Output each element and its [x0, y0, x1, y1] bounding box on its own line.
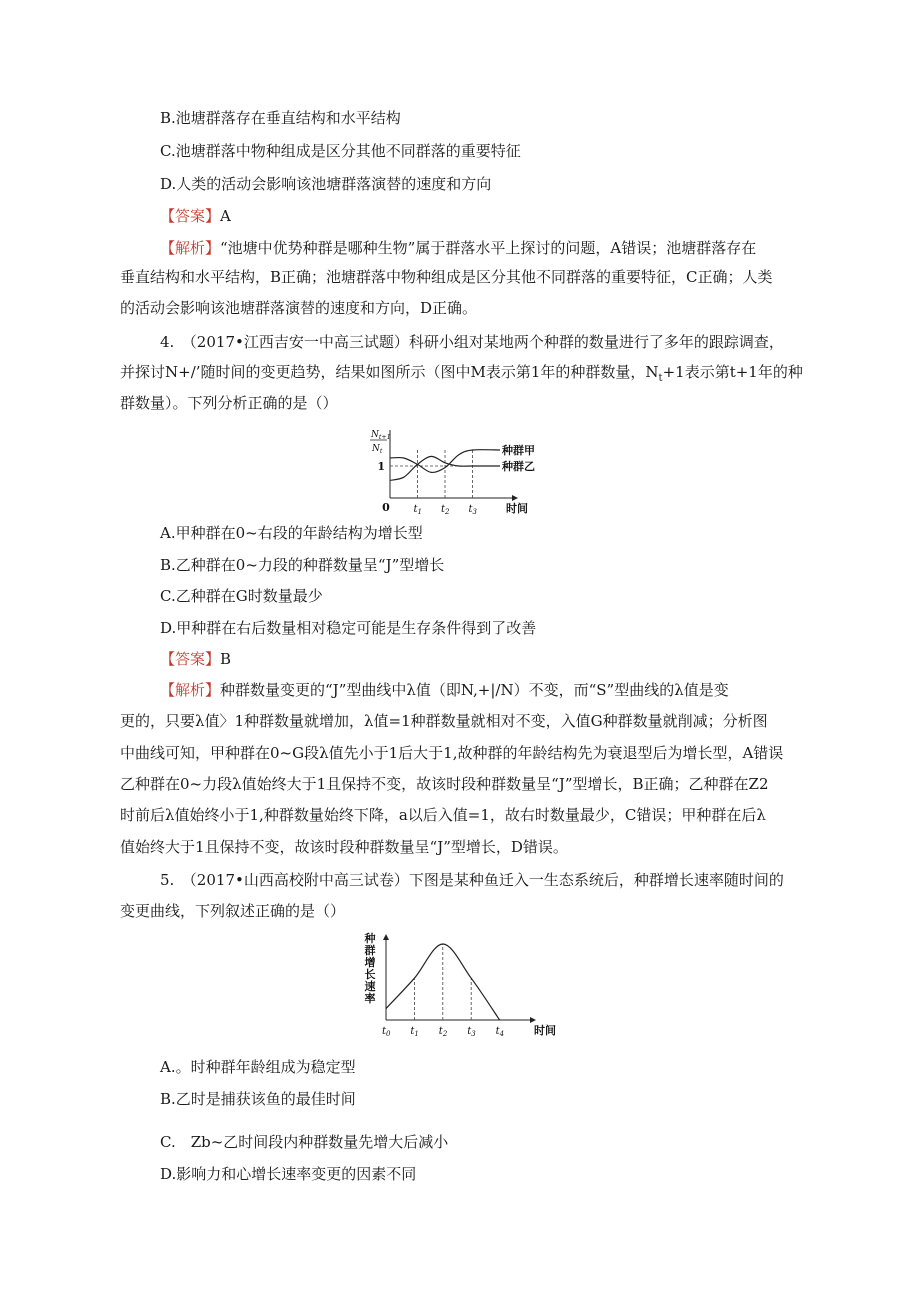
q3-option-d: D.人类的活动会影响该池塘群落演替的速度和方向 — [160, 175, 492, 193]
q5-option-d: D.影响力和心增长速率变更的因素不同 — [160, 1165, 417, 1183]
x-tick-label: $t_2$ — [438, 1026, 448, 1038]
stem-text: 并探讨N+/’随时间的变更趋势，结果如图所示（图中M表示第1年的种群数量，N — [120, 363, 659, 381]
answer-tag: 【答案】 — [160, 207, 221, 225]
analysis-tag: 【解析】 — [160, 681, 221, 699]
x-tick-label: $t_1$ — [410, 1026, 419, 1038]
analysis-text: “池塘中优势种群是哪种生物”属于群落水平上探讨的问题，A错误；池塘群落存在 — [220, 239, 757, 257]
q4-analysis-line-4: 乙种群在0~力段λ值始终大于1且保持不变，故该时段种群数量呈“J”型增长，B正确；乙种群在Z2 — [120, 775, 769, 793]
x-tick-label: $t_3$ — [468, 504, 477, 516]
x-axis-label: 时间 — [506, 502, 528, 515]
y-axis-label: 种群增长速率 — [364, 932, 376, 1005]
q5-option-c: C. Zb~乙时间段内种群数量先增大后减小 — [160, 1133, 449, 1151]
y-label-numerator: $N_{t+1}$ — [371, 430, 391, 441]
x-axis-arrow — [512, 495, 518, 501]
q5-stem-line-2: 变更曲线，下列叙述正确的是（） — [120, 902, 346, 920]
q3-analysis-line-1 — [160, 238, 756, 258]
x-tick-label: $t_4$ — [495, 1026, 505, 1038]
q3-analysis-line-3: 的活动会影响该池塘群落演替的速度和方向，D正确。 — [120, 299, 478, 317]
series-label: 种群乙 — [502, 460, 535, 473]
x-tick-label: $t_1$ — [413, 504, 422, 516]
q4-stem-line-3: 群数量）。下列分析正确的是（） — [120, 394, 338, 412]
stem-subscript: t — [658, 373, 663, 384]
series-label: 种群甲 — [502, 444, 535, 457]
q3-option-c: C.池塘群落中物种组成是区分其他不同群落的重要特征 — [160, 142, 521, 160]
answer-value: B — [220, 650, 232, 668]
analysis-text: 种群数量变更的“J”型曲线中λ值（即N,+|/N）不变，而“S”型曲线的λ值是变 — [220, 681, 729, 699]
q3-answer — [160, 206, 231, 226]
q5-option-b: B.乙时是捕获该鱼的最佳时间 — [160, 1090, 356, 1108]
q5-chart — [360, 930, 560, 1040]
y-label-denominator: $N_t$ — [372, 444, 383, 455]
q4-option-c: C.乙种群在G时数量最少 — [160, 587, 323, 605]
q4-option-d: D.甲种群在右后数量相对稳定可能是生存条件得到了改善 — [160, 619, 537, 637]
q5-option-a: A.。时种群年龄组成为稳定型 — [160, 1058, 356, 1076]
analysis-tag: 【解析】 — [160, 239, 221, 257]
q4-stem-line-2 — [120, 362, 803, 389]
answer-value: A — [220, 207, 231, 225]
x-tick-label: $t_2$ — [441, 504, 450, 516]
origin-label: 0 — [382, 501, 390, 514]
x-tick-label: $t_3$ — [467, 1026, 476, 1038]
q4-answer — [160, 649, 231, 669]
y-axis-arrow — [383, 934, 389, 940]
x-axis-label: 时间 — [534, 1024, 556, 1037]
q4-analysis-line-6: 值始终大于1且保持不变，故该时段种群数量呈“J”型增长，D错误。 — [120, 838, 568, 856]
y-tick-label: 1 — [377, 460, 385, 473]
q4-analysis-line-3: 中曲线可知，甲种群在0~G段λ值先小于1后大于1,故种群的年龄结构先为衰退型后为增长型，A错误 — [120, 744, 784, 762]
q4-option-b: B.乙种群在0~力段的种群数量呈“J”型增长 — [160, 556, 445, 574]
x-axis-arrow — [530, 1017, 536, 1023]
q4-analysis-line-5: 时前后λ值始终小于1,种群数量始终下降，a以后入值=1，故右时数量最少，C错误；甲种群在后λ — [120, 806, 766, 824]
answer-tag: 【答案】 — [160, 650, 221, 668]
q4-analysis-line-1 — [160, 680, 729, 700]
q3-option-b: B.池塘群落存在垂直结构和水平结构 — [160, 109, 401, 127]
q3-analysis-line-2: 垂直结构和水平结构，B正确；池塘群落中物种组成是区分其他不同群落的重要特征，C正确；人类 — [120, 268, 773, 286]
q5-stem-line-1: 5. （2017•山西高校附中高三试卷）下图是某种鱼迁入一生态系统后，种群增长速率随时间的 — [160, 871, 784, 889]
q4-chart — [368, 426, 548, 518]
x-tick-label: $t_0$ — [382, 1026, 391, 1038]
q4-option-a: A.甲种群在0~右段的年龄结构为增长型 — [160, 524, 423, 542]
q4-stem-line-1: 4. （2017•江西吉安一中高三试题）科研小组对某地两个种群的数量进行了多年的跟踪调查， — [160, 333, 784, 351]
stem-text: +1表示第t+1年的种 — [662, 363, 803, 381]
q4-analysis-line-2: 更的，只要λ值〉1种群数量就增加，λ值=1种群数量就相对不变，入值G种群数量就削减；分析图 — [120, 712, 768, 730]
